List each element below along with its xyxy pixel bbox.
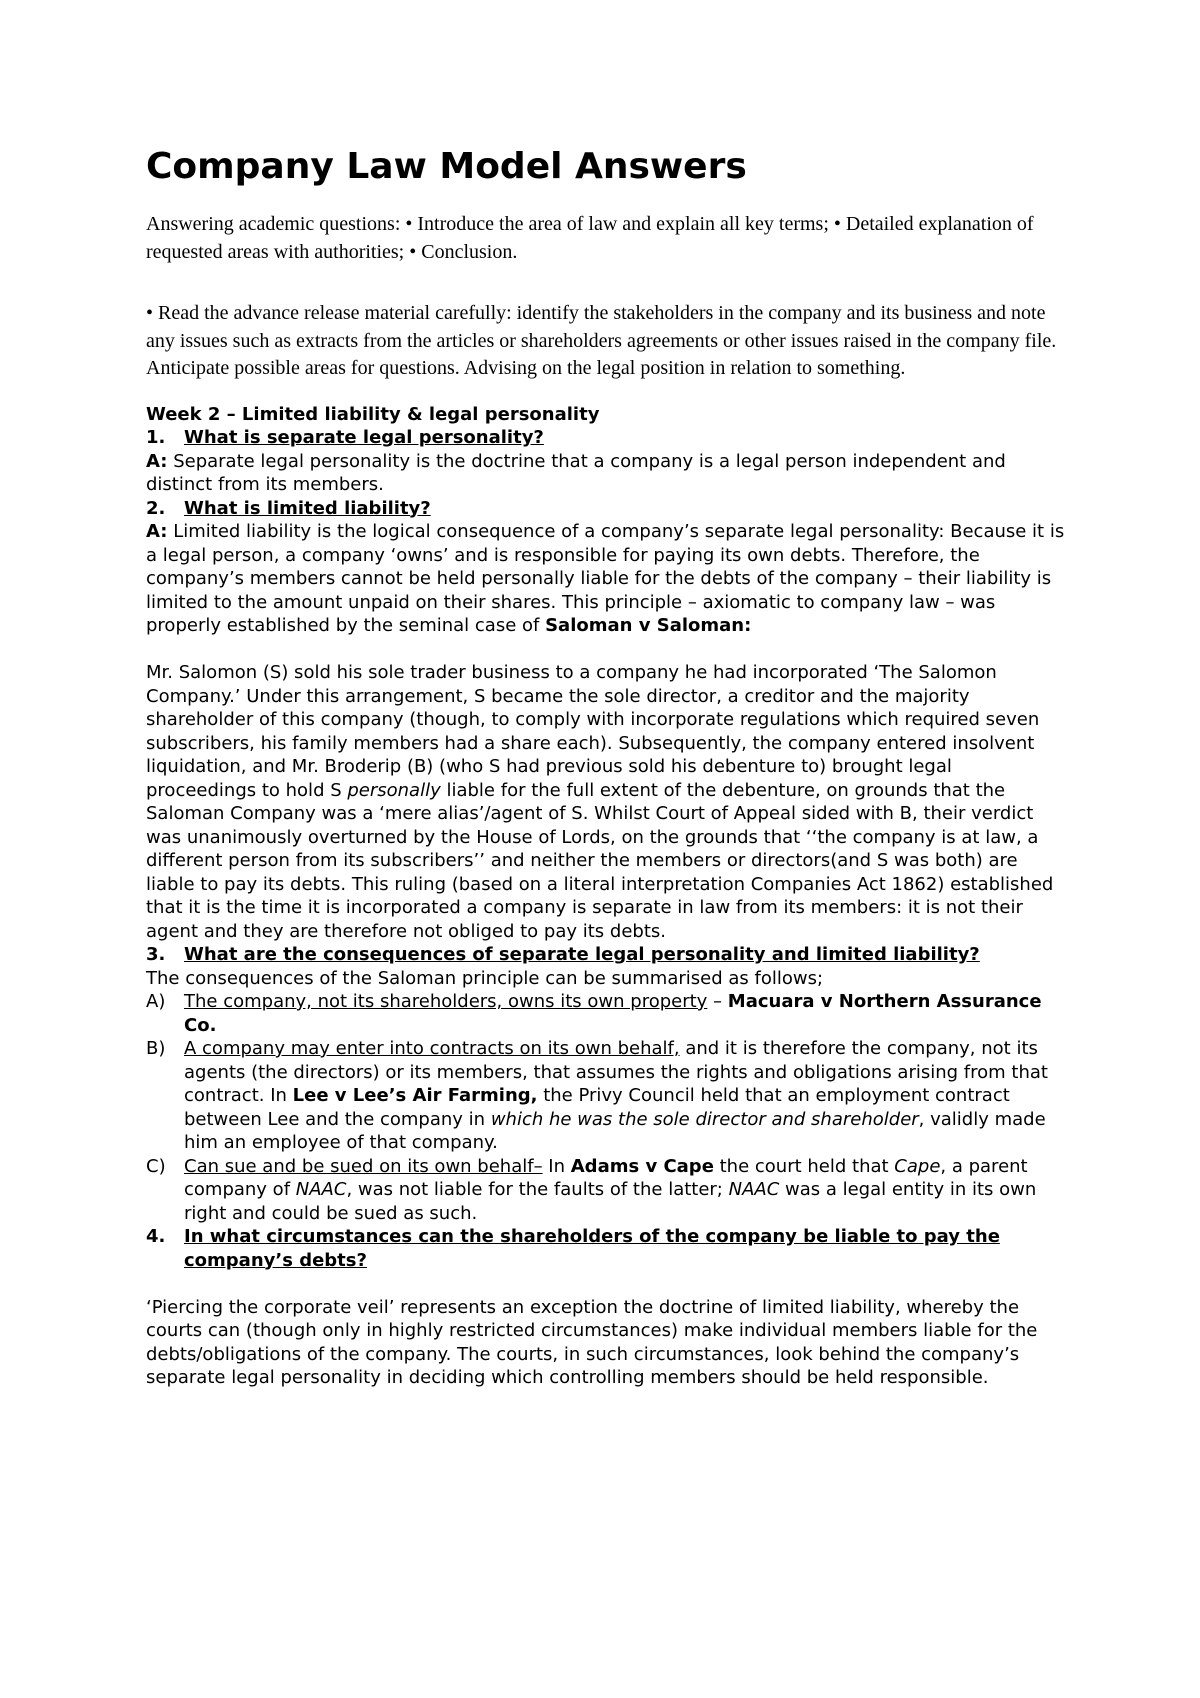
spacer [146, 266, 1066, 300]
question-text: What is separate legal personality? [184, 427, 544, 448]
emphasis-text: which he was the sole director and shareholder [490, 1108, 919, 1130]
case-name: Macuara v Northern Assurance Co. [184, 991, 1042, 1036]
question-text: What is limited liability? [184, 497, 431, 519]
advice-paragraph: • Read the advance release material carefully: identify the stakeholders in the company and its business and note any issues such as extracts from the articles or shareholders agreements or other issues raised in the company file. Anticipate possible areas for questions. Advising on the legal position in relation to something. [146, 302, 1057, 379]
answer-label: A: [146, 450, 168, 472]
salomon-paragraph [146, 661, 1066, 943]
answer-text: Separate legal personality is the doctrine that a company is a legal person independent and distinct from its members. [146, 450, 1006, 495]
answer-text: Limited liability is the logical consequence of a company’s separate legal personality: Because it is a legal person, a company ‘owns’ and is responsible for paying its own debts. Therefore, the company’s members cannot be held personally liable for the debts of the company – their liability is limited to the amount unpaid on their shares. This principle – axiomatic to company law – was properly established by the seminal case of [146, 521, 1065, 636]
salomon-text: Mr. Salomon (S) sold his sole trader business to a company he had incorporated ‘The Salomon Company.’ Under this arrangement, S became the sole director, a creditor and the majority shareholder of this company (though, to comply with incorporate regulations which required seven subscribers, his family members had a share each). Subsequently, the company entered insolvent liquidation, and Mr. Broderip (B) (who S had previous sold his debenture to) brought legal proceedings to hold S [146, 662, 1040, 801]
case-name: Adams v Cape [570, 1155, 714, 1177]
consequences-lead: The consequences of the Saloman principle can be summarised as follows; [146, 967, 824, 989]
page-title: Company Law Model Answers [146, 146, 747, 187]
emphasis-text: Cape [894, 1155, 941, 1177]
question-number: 4. [146, 1226, 166, 1247]
question-number: 3. [146, 944, 166, 965]
document-content [146, 145, 1066, 1390]
emphasis-text: NAAC [728, 1179, 780, 1200]
question-2 [146, 497, 1066, 521]
spacer [146, 638, 1066, 662]
list-letter: A) [146, 991, 166, 1012]
answer-1 [146, 450, 1066, 497]
salomon-text: liable for the full extent of the debenture, on grounds that the Saloman Company was a ‘mere alias’/agent of S. Whilst Court of Appeal sided with B, their verdict was unanimously overturned by the House of Lords, on the grounds that ‘‘the company is at law, a different person from its subscribers’’ and neither the members or directors(and S was both) are liable to pay its debts. This ruling (based on a literal interpretation Companies Act 1862) established that it is the time it is incorporated a company is separate in law from its members: it is not their agent and they are therefore not obliged to pay its debts. [146, 779, 1054, 942]
case-name: Saloman v Saloman: [545, 615, 752, 636]
question-1 [146, 426, 1066, 450]
question-text: In what circumstances can the shareholders of the company be liable to pay the company’s debts? [184, 1226, 1000, 1271]
spacer [146, 1272, 1066, 1296]
list-letter: B) [146, 1038, 166, 1059]
answer-2 [146, 520, 1066, 638]
emphasis-text: personally [347, 779, 441, 801]
question-number: 1. [146, 427, 166, 448]
question-4 [146, 1225, 1066, 1272]
question-text: What are the consequences of separate legal personality and limited liability? [184, 944, 980, 965]
underlined-text: A company may enter into contracts on its own behalf, [184, 1038, 680, 1059]
question-number: 2. [146, 497, 166, 519]
veil-paragraph: ‘Piercing the corporate veil’ represents an exception the doctrine of limited liability, whereby the courts can (though only in highly restricted circumstances) make individual members liable for the debts/obligations of the company. The courts, in such circumstances, look behind the company’s separate legal personality in deciding which controlling members should be held responsible. [146, 1296, 1038, 1388]
case-name: Lee v Lee’s Air Farming, [292, 1085, 538, 1106]
underlined-text: Can sue and be sued on its own behalf– [184, 1155, 543, 1177]
consequence-b: B) A company may enter into contracts on its own behalf, and it is therefore the company, not its agents (the directors) or its members, that assumes the rights and obligations arising from that contract. In Lee v Lee’s Air Farming, the Privy Council held that an employment contract between Lee and the company in which he was the sole director and shareholder, validly made him an employee of that company. [146, 1038, 1048, 1153]
consequence-a: A) The company, not its shareholders, owns its own property – Macuara v Northern Assurance Co. [146, 991, 1042, 1036]
intro-paragraph: Answering academic questions: • Introduce the area of law and explain all key terms; • Detailed explanation of requested areas with authorities; • Conclusion. [146, 213, 1034, 263]
answer-label: A: [146, 521, 168, 542]
question-3 [146, 943, 1066, 967]
list-letter: C) [146, 1155, 166, 1177]
emphasis-text: NAAC [295, 1179, 347, 1200]
consequence-c: C) Can sue and be sued on its own behalf– In Adams v Cape the court held that Cape, a parent company of NAAC, was not liable for the faults of the latter; NAAC was a legal entity in its own right and could be sued as such. [146, 1155, 1037, 1224]
underlined-text: The company, not its shareholders, owns its own property [184, 991, 708, 1012]
week-heading: Week 2 – Limited liability & legal personality [146, 403, 600, 425]
